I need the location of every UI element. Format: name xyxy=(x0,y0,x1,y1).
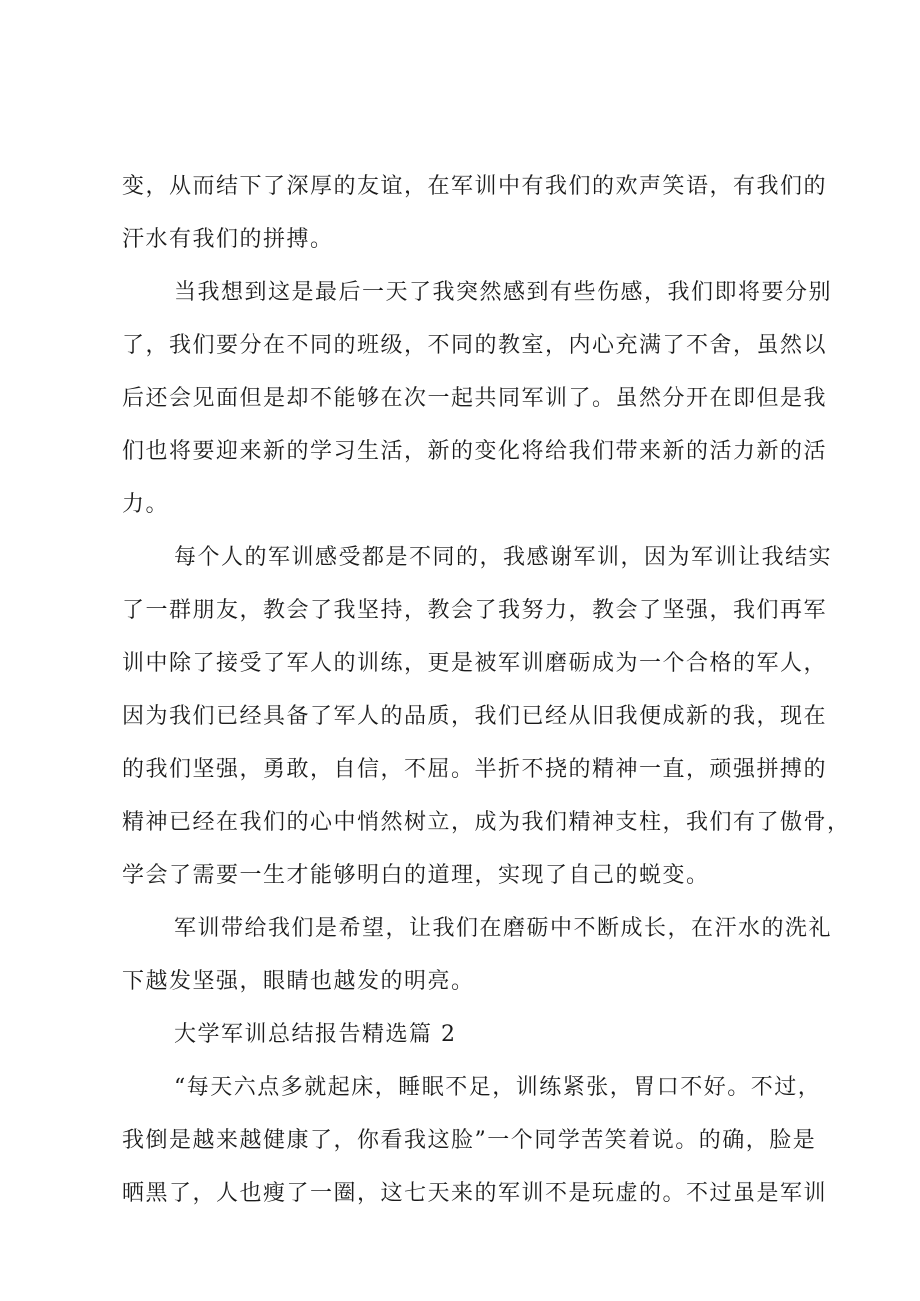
text-line: 因为我们已经具备了军人的品质，我们已经从旧我便成新的我，现在 xyxy=(122,704,828,729)
text-line: 每个人的军训感受都是不同的，我感谢军训，因为军训让我结实 xyxy=(174,545,833,570)
paragraph-4 xyxy=(122,902,832,1008)
text-line: 汗水有我们的拼搏。 xyxy=(122,227,334,252)
text-line: 了，我们要分在不同的班级，不同的教室，内心充满了不舍，虽然以 xyxy=(122,333,828,358)
text-line: 精神已经在我们的心中悄然树立，成为我们精神支柱，我们有了傲骨， xyxy=(122,810,851,835)
text-line: 训中除了接受了军人的训练，更是被军训磨砺成为一个合格的军人， xyxy=(122,651,828,676)
section-title: 大学军训总结报告精选篇 2 xyxy=(174,1022,457,1047)
text-line: 变，从而结下了深厚的友谊，在军训中有我们的欢声笑语，有我们的 xyxy=(122,174,828,199)
text-line: 下越发坚强，眼睛也越发的明亮。 xyxy=(122,969,475,994)
text-line: 军训带给我们是希望，让我们在磨砺中不断成长，在汗水的洗礼 xyxy=(174,916,833,941)
section-heading xyxy=(122,1008,832,1061)
text-line: 学会了需要一生才能够明白的道理，实现了自己的蜕变。 xyxy=(122,863,710,888)
text-line: 后还会见面但是却不能够在次一起共同军训了。虽然分开在即但是我 xyxy=(122,386,828,411)
text-line: 了一群朋友，教会了我坚持，教会了我努力，教会了坚强，我们再军 xyxy=(122,598,828,623)
text-line: 力。 xyxy=(122,492,170,517)
text-line: 晒黑了，人也瘦了一圈，这七天来的军训不是玩虚的。不过虽是军训 xyxy=(122,1181,828,1206)
paragraph-1 xyxy=(122,160,832,266)
document-body xyxy=(122,160,851,1220)
text-line: “每天六点多就起床，睡眠不足，训练紧张，胃口不好。不过， xyxy=(174,1075,822,1100)
paragraph-5 xyxy=(122,1061,832,1220)
paragraph-3 xyxy=(122,531,851,902)
text-line: 当我想到这是最后一天了我突然感到有些伤感，我们即将要分别 xyxy=(174,280,833,305)
text-line: 的我们坚强，勇敢，自信，不屈。半折不挠的精神一直，顽强拼搏的 xyxy=(122,757,828,782)
text-line: 们也将要迎来新的学习生活，新的变化将给我们带来新的活力新的活 xyxy=(122,439,828,464)
paragraph-2 xyxy=(122,266,832,531)
text-line: 我倒是越来越健康了，你看我这脸”一个同学苦笑着说。的确，脸是 xyxy=(122,1128,817,1153)
